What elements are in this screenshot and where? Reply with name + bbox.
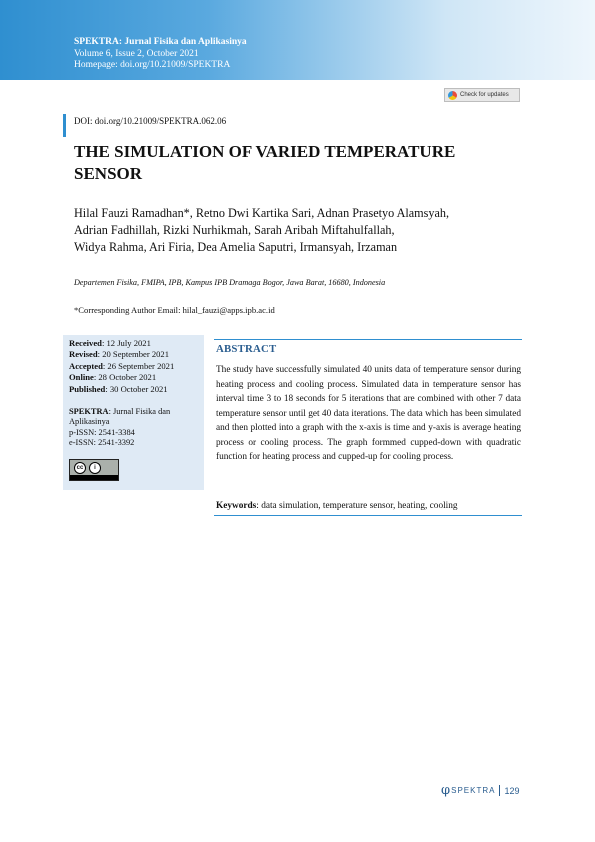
page-number: 129 xyxy=(504,785,520,796)
keywords-label: Keywords xyxy=(216,501,257,511)
corresponding-email: *Corresponding Author Email: hilal_fauzi@apps.ipb.ac.id xyxy=(74,305,275,315)
attribution-icon: i xyxy=(89,462,101,474)
accepted-date: Accepted: 26 September 2021 xyxy=(69,360,175,371)
article-doi[interactable]: DOI: doi.org/10.21009/SPEKTRA.062.06 xyxy=(74,116,227,126)
journal-volume: Volume 6, Issue 2, October 2021 xyxy=(74,48,199,59)
abstract-top-rule xyxy=(214,339,522,340)
crossmark-icon xyxy=(448,91,457,100)
article-title-line-1: THE SIMULATION OF VARIED TEMPERATURE xyxy=(74,142,456,161)
revised-date: Revised: 20 September 2021 xyxy=(69,349,170,360)
abstract-heading: ABSTRACT xyxy=(216,343,277,355)
footer-divider xyxy=(499,785,500,796)
author-affiliation: Departemen Fisika, FMIPA, IPB, Kampus IPB Dramaga Bogor, Jawa Barat, 16680, Indonesia xyxy=(74,278,386,287)
author-line-3: Widya Rahma, Ari Firia, Dea Amelia Saputri, Irmansyah, Irzaman xyxy=(74,240,398,255)
cc-by-license-badge[interactable] xyxy=(69,459,119,481)
check-for-updates-label: Check for updates xyxy=(460,92,509,98)
journal-header xyxy=(74,37,247,72)
footer-brand: SPEKTRA xyxy=(451,786,496,795)
received-date: Received: 12 July 2021 xyxy=(69,338,151,348)
keywords-list: : data simulation, temperature sensor, heating, cooling xyxy=(256,501,458,511)
sidebar-journal-name: SPEKTRA xyxy=(69,407,109,416)
author-line-1: Hilal Fauzi Ramadhan*, Retno Dwi Kartika Sari, Adnan Prasetyo Alamsyah, xyxy=(74,206,450,220)
published-date: Published: 30 October 2021 xyxy=(69,383,168,394)
license-strip xyxy=(70,475,118,480)
journal-homepage[interactable]: Homepage: doi.org/10.21009/SPEKTRA xyxy=(74,60,231,70)
cc-icon: cc xyxy=(74,462,86,474)
abstract-text: The study have successfully simulated 40 units data of temperature sensor during heating process and cooling process. Simulated data in temperature sensor has interval time 3 to 18 seconds for 5 iterations that are combined with other 7 data temperature sensor until get 40 data iterations. The data which has been simulated and then plotted into a graph with the x-axis is time and y-axis is average heating process or cooling process. The graph formmed cupped-down with quadratic function for heating process and cupped-up for cooling process. xyxy=(216,365,521,462)
p-issn: p-ISSN: 2541-3384 xyxy=(69,427,135,437)
abstract-bottom-rule xyxy=(214,515,522,516)
page-footer xyxy=(441,783,519,798)
author-line-2: Adrian Fadhillah, Rizki Nurhikmah, Sarah Aribah Miftahulfallah, xyxy=(74,223,395,238)
online-date: Online: 28 October 2021 xyxy=(69,372,157,383)
e-issn: e-ISSN: 2541-3392 xyxy=(69,438,135,448)
spektra-logo-icon: φ xyxy=(441,783,451,798)
check-for-updates-button[interactable] xyxy=(444,88,520,102)
journal-issn-info: SPEKTRA: Jurnal Fisika dan Aplikasinya p-ISSN: 2541-3384 e-ISSN: 2541-3392 xyxy=(69,407,199,449)
keywords xyxy=(216,501,521,511)
author-list xyxy=(74,205,524,257)
article-title xyxy=(74,141,514,185)
article-title-line-2: SENSOR xyxy=(74,164,143,183)
doi-accent-bar xyxy=(63,114,66,137)
article-dates xyxy=(69,338,174,395)
journal-name: SPEKTRA: Jurnal Fisika dan Aplikasinya xyxy=(74,37,247,47)
